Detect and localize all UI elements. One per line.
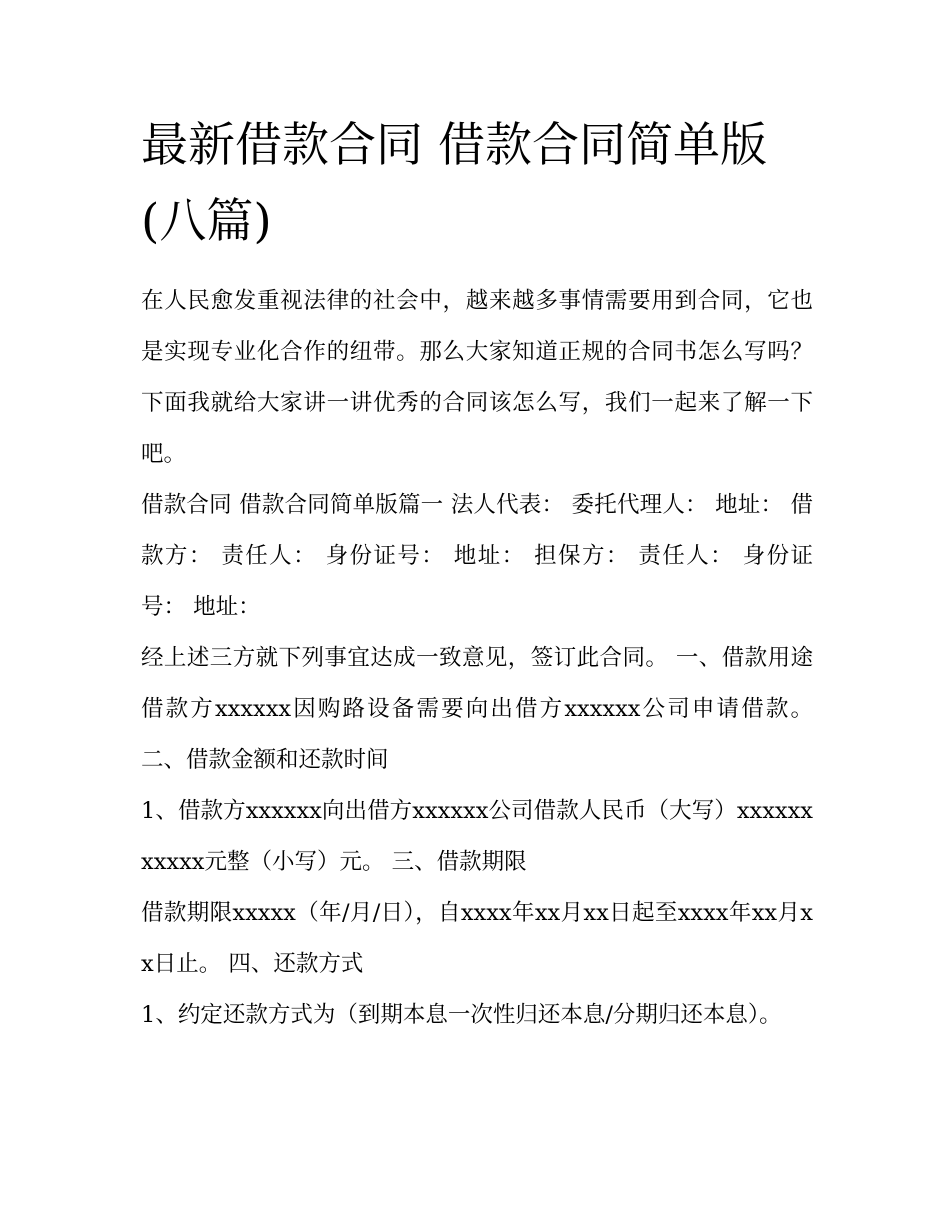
document-title: 最新借款合同 借款合同简单版(八篇) — [141, 118, 767, 249]
term-paragraph: 借款期限xxxxx（年/月/日），自xxxx年xx月xx日起至xxxx年xx月xx日止。 四、还款方式 — [141, 900, 813, 977]
amount-paragraph: 1、借款方xxxxxx向出借方xxxxxx公司借款人民币（大写）xxxxxxxxxxx元整（小写）元。 三、借款期限 — [141, 798, 813, 875]
intro-paragraph: 在人民愈发重视法律的社会中，越来越多事情需要用到合同，它也是实现专业化合作的纽带。那么大家知道正规的合同书怎么写吗？下面我就给大家讲一讲优秀的合同该怎么写，我们一起来了解一下吧。 — [141, 288, 813, 467]
purpose-paragraph: 经上述三方就下列事宜达成一致意见，签订此合同。 一、借款用途 借款方xxxxxx因购路设备需要向出借方xxxxxx公司申请借款。 二、借款金额和还款时间 — [141, 645, 813, 773]
document-body — [141, 108, 813, 1041]
parties-paragraph: 借款合同 借款合同简单版篇一 法人代表： 委托代理人： 地址： 借款方： 责任人： 身份证号： 地址： 担保方： 责任人： 身份证号： 地址： — [141, 492, 813, 620]
repayment-paragraph: 1、约定还款方式为（到期本息一次性归还本息/分期归还本息）。 — [141, 1002, 782, 1028]
